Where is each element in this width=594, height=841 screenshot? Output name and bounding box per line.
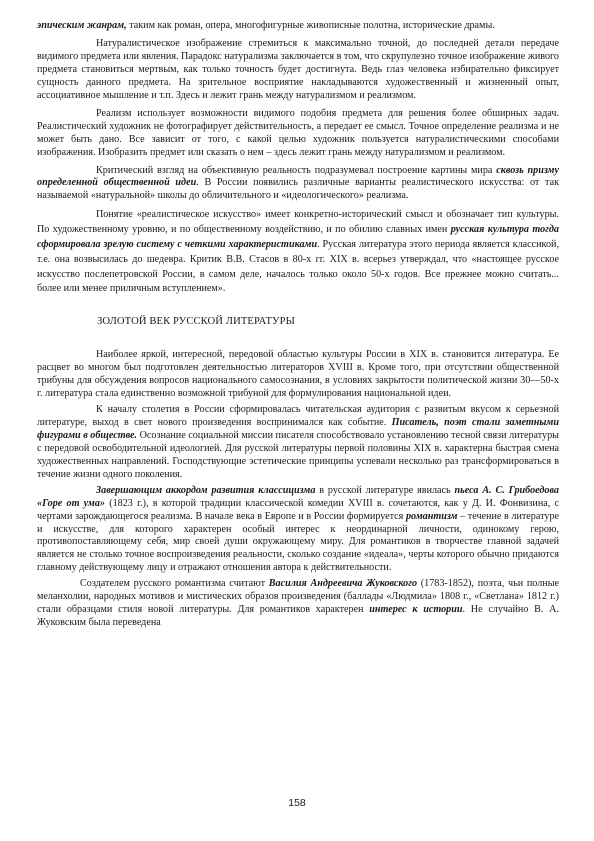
- emphasis-text: Василия Андреевича Жуковского: [268, 578, 418, 590]
- paragraph-zhukovsky: [37, 578, 559, 630]
- paragraph-text: в русской литературе явилась: [315, 484, 455, 496]
- paragraph-text: (1783-1852), поэта, чьи полные меланхолии, народных мотивов и мистических образов произведения (баллады «Людмила» 1808 г., «Светлана» 1812 г.) стали образцами стиля новой литературы. Для романтиков характерен: [37, 578, 560, 616]
- paragraph-text: Критический взгляд на объективную реальность подразумевал построение картины мира: [96, 164, 497, 176]
- paragraph-text: . Не случайно В. А. Жуковским была переведена: [37, 604, 560, 629]
- paragraph-text: таким как роман, опера, многофигурные живописные полотна, исторические драмы.: [126, 20, 495, 31]
- emphasis-text: Писатель, поэт стали заметными фигурами в обществе.: [37, 416, 559, 441]
- paragraph-text: К началу столетия в России сформировалась читательская аудитория с развитым вкусом к серьезной литературе, выход в свет нового произведения воспринимался как событие.: [37, 403, 559, 428]
- emphasis-text: Завершающим аккордом развития классицизма: [96, 484, 316, 496]
- paragraph-critical-view: [37, 165, 559, 204]
- paragraph-epic-genres: [37, 20, 559, 33]
- paragraph-text: Осознание социальной миссии писателя способствовало установлению тесной связи литературы с передовой освободительной идеологией. Для русской литературы первой половины XIX в. характерна быстрая смена художественных направлений. Господствующие эстетические принципы успевали несколько раз трансформироваться в течение жизни одного поколения.: [37, 429, 559, 480]
- emphasis-text: пьеса А. С. Грибоедова «Горе от ума»: [37, 484, 559, 509]
- emphasis-text: русская культура тогда сформировала зрелую систему с четкими характеристиками: [37, 224, 559, 250]
- emphasis-text: интерес к истории: [369, 604, 463, 616]
- paragraph-text: Создателем русского романтизма считают: [80, 578, 269, 590]
- paragraph-text: Понятие «реалистическое искусство» имеет конкретно-исторический смысл и обозначает тип культуры. По художественному уровню, и по общественному воздействию, и по обилию славных имен: [37, 209, 559, 236]
- paragraph-text: . В России появились различные варианты реалистического искусства: от так называемой «натуральной» школы до обличительного и «идеологического» реализма.: [37, 177, 559, 202]
- paragraph-literature-rise: Наиболее яркой, интересной, передовой областью культуры России в XIX в. становится литература. Ее расцвет во многом был подготовлен деятельностью литераторов XVIII в. Кроме того, при отсутствии общественной трибуны для обсуждения вопросов национального самосознания, в условиях закрытости политической жизни 30—50-х г. литература стала единственно возможной трибуной для формулирования национальной идеи.: [37, 349, 559, 399]
- paragraph-naturalism: Натуралистическое изображение стремиться к максимально точной, до последней детали передаче видимого предмета или явления. Парадокс натурализма заключается в том, что скрупулезно точное изображение живого предмета становиться мертвым, как только точность будет достигнута. Ведь глаз человека избирательно фиксирует сущность данного предмета. На зрительное восприятие накладываются художественный и жизненный опыт, ассоциативное мышление и т.п. Здесь и лежит грань между натурализмом и реализмом.: [37, 37, 559, 101]
- paragraph-realism: Реализм использует возможности видимого подобия предмета для решения более обширных задач. Реалистический художник не фотографирует действительность, а передает ее смысл. Точное определение реализма и не может быть дано. Все зависит от того, с какой целью художник пользуется натуралистическими способами изображения. Изобразить предмет или сказать о нем – здесь лежит грань между натурализмом и реализмом.: [37, 107, 559, 158]
- page-number: 158: [288, 797, 306, 809]
- emphasis-text: сквозь призму определенной общественной идеи: [37, 164, 559, 189]
- paragraph-text: . Русская литература этого периода является классикой, т.е. она возвысилась до шедевра. Критик В.В. Стасов в 80-х гг. XIX в. всерьез утверждал, что «настоящее русское искусство послепетровской России, в самом деле, началось только около 50-х годов. Все прежнее можно считать... более или менее приличным вступлением».: [37, 238, 559, 295]
- paragraph-realistic-art: [37, 208, 559, 297]
- paragraph-reading-audience: [37, 404, 559, 482]
- paragraph-text: (1823 г.), в которой традиции классической комедии XVIII в. сочетаются, как у Д. И. Фонвизина, с чертами зарождающегося реализма. В начале века в Европе и в России формируется: [37, 497, 559, 522]
- paragraph-text: – течение в литературе и искусстве, для которого характерен особый интерес к неординарной личности, одинокому герою, противопоставляющему себя, мир своей души окружающему миру. Для романтиков в творчестве главной задачей является не столько точное воспроизведения реальности, сколько создание «идеала», черты которого обычно придаются главному действующему лицу и отражают отношения автора к действительности.: [37, 510, 559, 574]
- paragraph-classicism-romanticism: [37, 485, 559, 576]
- emphasis-text: романтизм: [405, 510, 458, 522]
- section-heading: ЗОЛОТОЙ ВЕК РУССКОЙ ЛИТЕРАТУРЫ: [97, 316, 295, 328]
- emphasis-text: эпическим жанрам,: [37, 20, 127, 31]
